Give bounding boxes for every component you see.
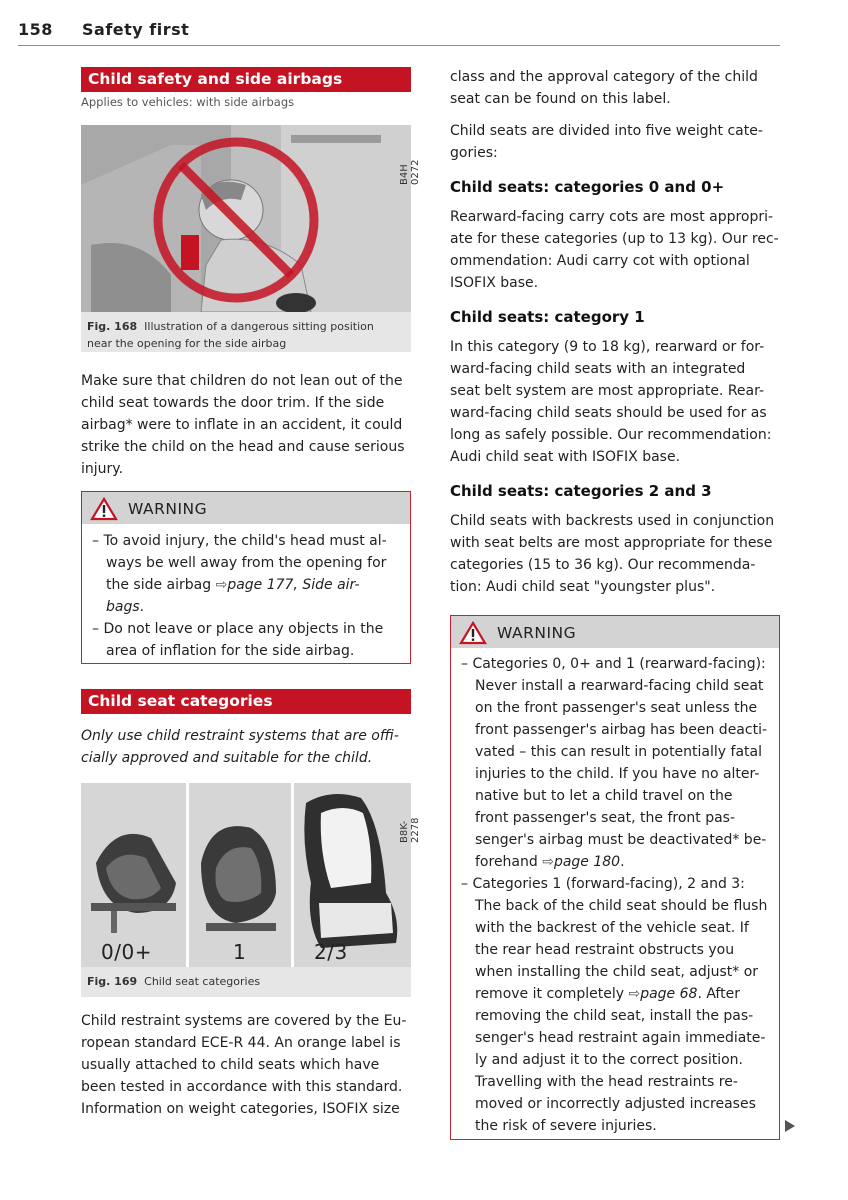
next-page-arrow-icon[interactable] [785,1120,795,1132]
figure-caption-line: Child seat categories [144,975,261,988]
header-title: Safety first [82,20,190,39]
paragraph-airbag-caution [81,370,411,480]
paragraph-continued: class and the approval category of the child seat can be found on this label. [450,69,758,107]
paragraph-categories-intro: Child seats are divided into five weight cate- gories: [450,123,763,161]
text-line: injury. [81,461,124,477]
text-line: airbag* were to inflate in an accident, it could [81,417,403,433]
section-title-side-airbags: Child safety and side airbags [81,67,411,92]
warning-list [451,648,779,1143]
subheading-cat0: Child seats: categories 0 and 0+ [450,178,725,196]
warning-triangle-icon [90,497,118,521]
warning-header [82,492,410,524]
warning-triangle-icon [459,621,487,645]
paragraph-cat23: Child seats with backrests used in conjunction with seat belts are most appropriate for these categories (15 to 36 kg). Our recommenda- tion: Audi child seat "youngster plus". [450,513,775,595]
figure-label: Fig. 169 [87,975,138,988]
right-column [450,66,780,598]
figure-169 [81,783,421,997]
page-number: 158 [18,20,53,39]
warning-label: WARNING [497,624,577,642]
warning-item: – Categories 0, 0+ and 1 (rearward-facing): Never install a rearward-facing child seat on the front passenger's seat unless the front passenger's airbag has been deacti- vated – this can result in potentially fatal injuries to the child. If you have no alter- native but to let a child travel on the front passenger's seat, the front pas- senger's airbag must be deactivated* be- forehand ⇨page 180. [461,653,773,873]
text-line: Make sure that children do not lean out of the [81,373,403,389]
left-column [81,67,411,109]
arrow-icon: ⇨ [542,854,554,870]
figure-caption [81,312,411,356]
section-child-seat-categories [81,689,411,769]
warning-item: – Categories 1 (forward-facing), 2 and 3: The back of the child seat should be flush with the backrest of the vehicle seat. If the rear head restraint obstructs you when installing the child seat, adjust* or remove it completely ⇨page 68. After removing the child seat, install the pas- senger's head restraint again immediate- ly and adjust it to the correct position. Travelling with the head restraints re- moved or incorrectly adjusted increases the risk of severe injuries. [461,873,773,1137]
category-label: 0/0+ [101,940,152,964]
category-label: 2/3 [314,940,348,964]
figure-code: B8K-2278 [399,817,421,843]
section-title-child-seat-categories: Child seat categories [81,689,411,714]
figure-caption-line: near the opening for the side airbag [87,337,287,350]
subheading-cat23: Child seats: categories 2 and 3 [450,482,712,500]
category-label: 1 [233,940,247,964]
section-intro: Only use child restraint systems that are offi- cially approved and suitable for the child. [81,728,399,766]
section-applicability: Applies to vehicles: with side airbags [81,95,295,109]
page-header [18,18,780,46]
text-line: child seat towards the door trim. If the side [81,395,385,411]
page-link-180[interactable]: page 180 [553,854,621,870]
warning-item: – To avoid injury, the child's head must al- ways be well away from the opening for the side airbag ⇨page 177, Side air- bags. [92,530,404,618]
figure-168 [81,125,421,352]
paragraph-cat0: Rearward-facing carry cots are most appropri- ate for these categories (up to 13 kg). Our rec- ommendation: Audi carry cot with optional ISOFIX base. [450,209,779,291]
figure-label: Fig. 168 [87,320,138,333]
subheading-cat1: Child seats: category 1 [450,308,645,326]
figure-caption [81,967,411,994]
page-link-68[interactable]: page 68 [640,986,698,1002]
warning-item: – Do not leave or place any objects in the area of inflation for the side airbag. [92,618,404,662]
text-line: strike the child on the head and cause serious [81,439,405,455]
arrow-icon: ⇨ [215,577,228,593]
warning-label: WARNING [128,500,208,518]
warning-box-side-airbag [81,491,411,664]
page-link-177[interactable]: page 177, Side air- [227,577,360,593]
warning-box-child-seat [450,615,780,1140]
warning-list [82,524,410,668]
paragraph-cat1: In this category (9 to 18 kg), rearward or for- ward-facing child seats with an integrated seat belt system are most appropriate. Rear- ward-facing child seats should be used for as long as safely possible. Our recommendation: Audi child seat with ISOFIX base. [450,339,772,465]
dangerous-sitting-illustration [81,125,411,312]
figure-caption-line: Illustration of a dangerous sitting position [144,320,374,333]
figure-code: B4H 0272 [399,159,421,185]
arrow-icon: ⇨ [628,986,641,1002]
paragraph-ece-standard: Child restraint systems are covered by the Eu- ropean standard ECE-R 44. An orange label is usually attached to child seats which have been tested in accordance with this standard. Information on weight categories, ISOFIX size [81,1013,407,1117]
warning-header [451,616,779,648]
